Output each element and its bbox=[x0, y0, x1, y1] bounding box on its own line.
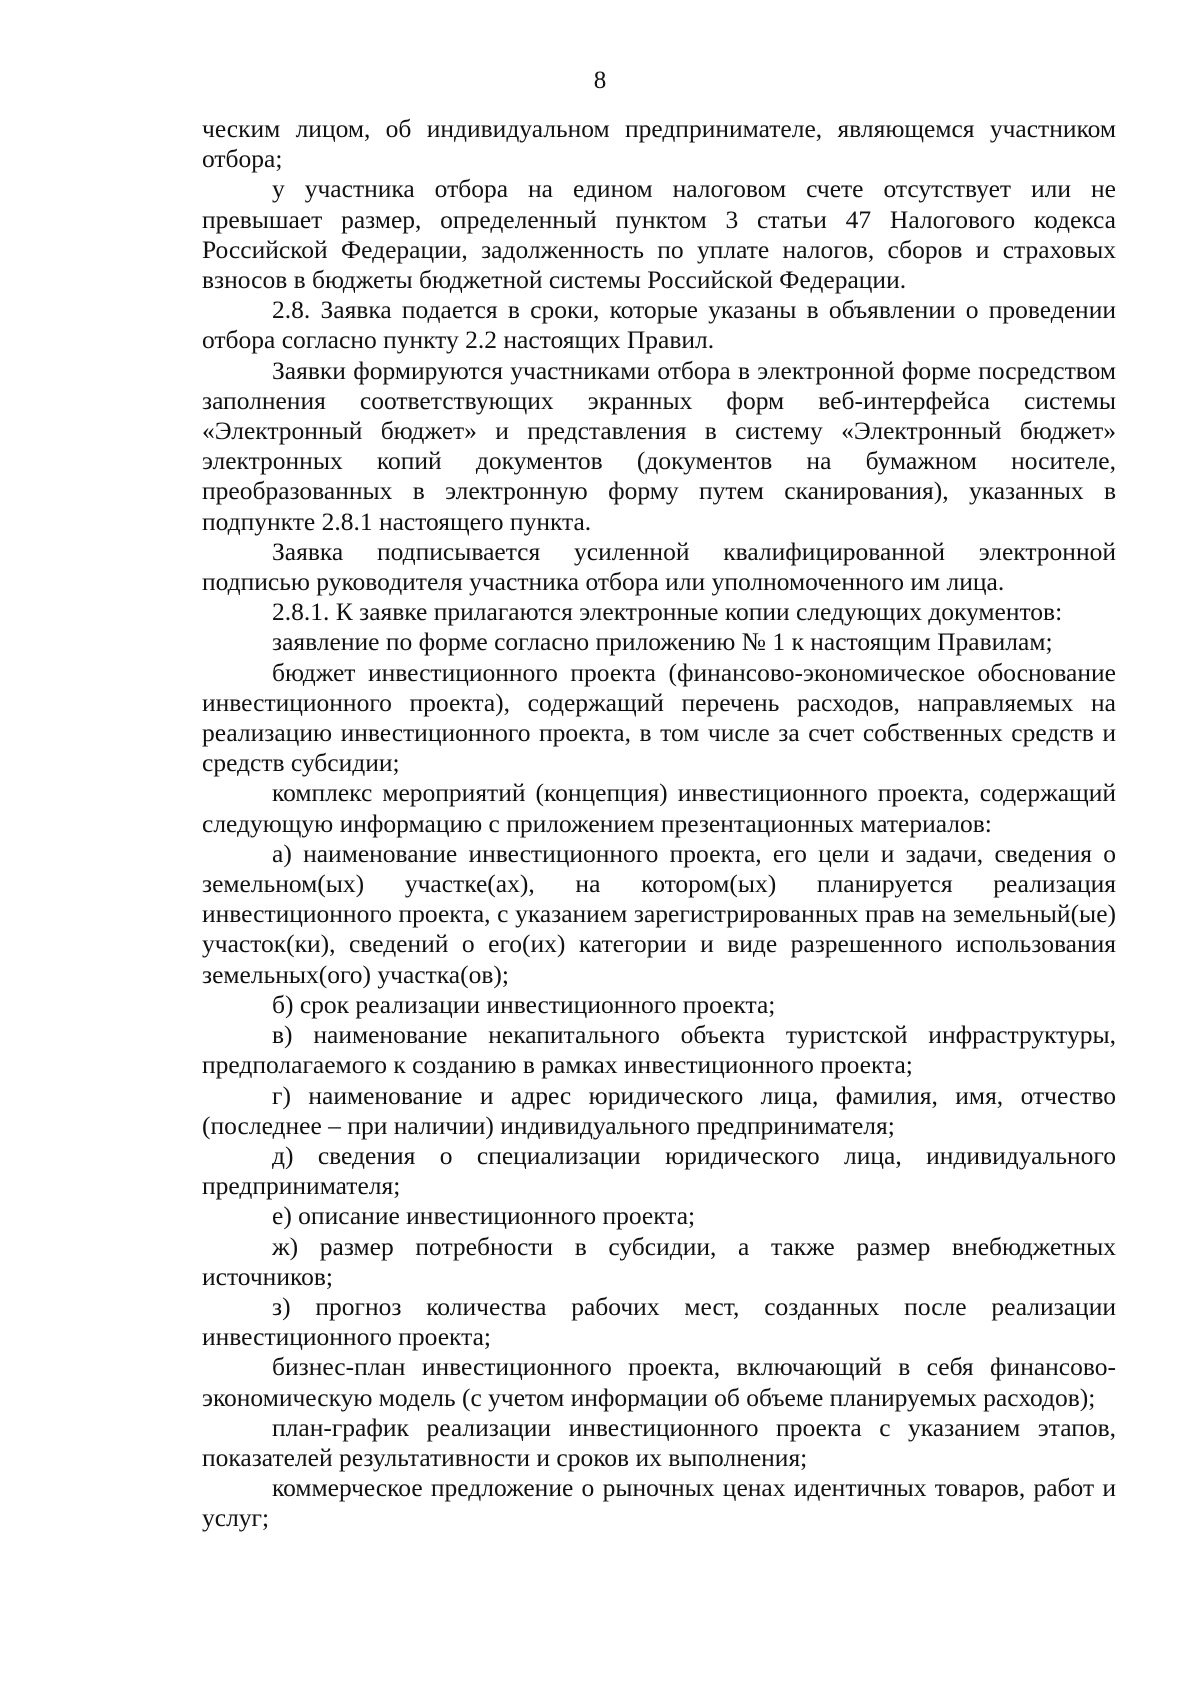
paragraph: Заявка подписывается усиленной квалифицированной электронной подписью руководителя участника отбора или уполномоченного им лица. bbox=[202, 536, 1116, 597]
paragraph: д) сведения о специализации юридического лица, индивидуального предпринимателя; bbox=[202, 1140, 1116, 1201]
paragraph: ж) размер потребности в субсидии, а также размер внебюджетных источников; bbox=[202, 1231, 1116, 1291]
document-body bbox=[202, 114, 1116, 1534]
page-number: 8 bbox=[593, 67, 607, 94]
paragraph: 2.8. Заявка подается в сроки, которые указаны в объявлении о проведении отбора согласно пункту 2.2 настоящих Правил. bbox=[202, 295, 1116, 355]
paragraph: бизнес-план инвестиционного проекта, включающий в себя финансово-экономическую модель (с учетом информации об объеме планируемых расходов); bbox=[202, 1352, 1116, 1412]
paragraph: е) описание инвестиционного проекта; bbox=[272, 1201, 696, 1231]
paragraph: коммерческое предложение о рыночных ценах идентичных товаров, работ и услуг; bbox=[202, 1473, 1116, 1533]
paragraph: ческим лицом, об индивидуальном предпринимателе, являющемся участником отбора; bbox=[202, 114, 1116, 174]
paragraph: з) прогноз количества рабочих мест, созданных после реализации инвестиционного проекта; bbox=[202, 1291, 1116, 1352]
paragraph: заявление по форме согласно приложению № 1 к настоящим Правилам; bbox=[272, 627, 1053, 657]
paragraph: г) наименование и адрес юридического лица, фамилия, имя, отчество (последнее – при наличии) индивидуального предпринимателя; bbox=[202, 1080, 1116, 1140]
paragraph: план-график реализации инвестиционного проекта с указанием этапов, показателей результативности и сроков их выполнения; bbox=[202, 1412, 1116, 1472]
paragraph: у участника отбора на едином налоговом счете отсутствует или не превышает размер, определенный пунктом 3 статьи 47 Налогового кодекса Российской Федерации, задолженность по уплате налогов, сборов и страховых взносов в бюджеты бюджетной системы Российской Федерации. bbox=[202, 174, 1116, 295]
paragraph: бюджет инвестиционного проекта (финансово-экономическое обоснование инвестиционного проекта), содержащий перечень расходов, направляемых на реализацию инвестиционного проекта, в том числе за счет собственных средств и средств субсидии; bbox=[202, 657, 1116, 778]
paragraph: б) срок реализации инвестиционного проекта; bbox=[272, 989, 776, 1019]
paragraph: Заявки формируются участниками отбора в электронной форме посредством заполнения соответствующих экранных форм веб-интерфейса системы «Электронный бюджет» и представления в систему «Электронный бюджет» электронных копий документов (документов на бумажном носителе, преобразованных в электронную форму путем сканирования), указанных в подпункте 2.8.1 настоящего пункта. bbox=[202, 355, 1116, 536]
paragraph: комплекс мероприятий (концепция) инвестиционного проекта, содержащий следующую информацию с приложением презентационных материалов: bbox=[202, 778, 1116, 838]
paragraph: 2.8.1. К заявке прилагаются электронные копии следующих документов: bbox=[272, 597, 1063, 627]
paragraph: а) наименование инвестиционного проекта, его цели и задачи, сведения о земельном(ых) участке(ах), на котором(ых) планируется реализация инвестиционного проекта, с указанием зарегистрированных прав на земельный(ые) участок(ки), сведений о его(их) категории и виде разрешенного использования земельных(ого) участка(ов); bbox=[202, 838, 1116, 989]
paragraph: в) наименование некапитального объекта туристской инфраструктуры, предполагаемого к созданию в рамках инвестиционного проекта; bbox=[202, 1020, 1116, 1080]
